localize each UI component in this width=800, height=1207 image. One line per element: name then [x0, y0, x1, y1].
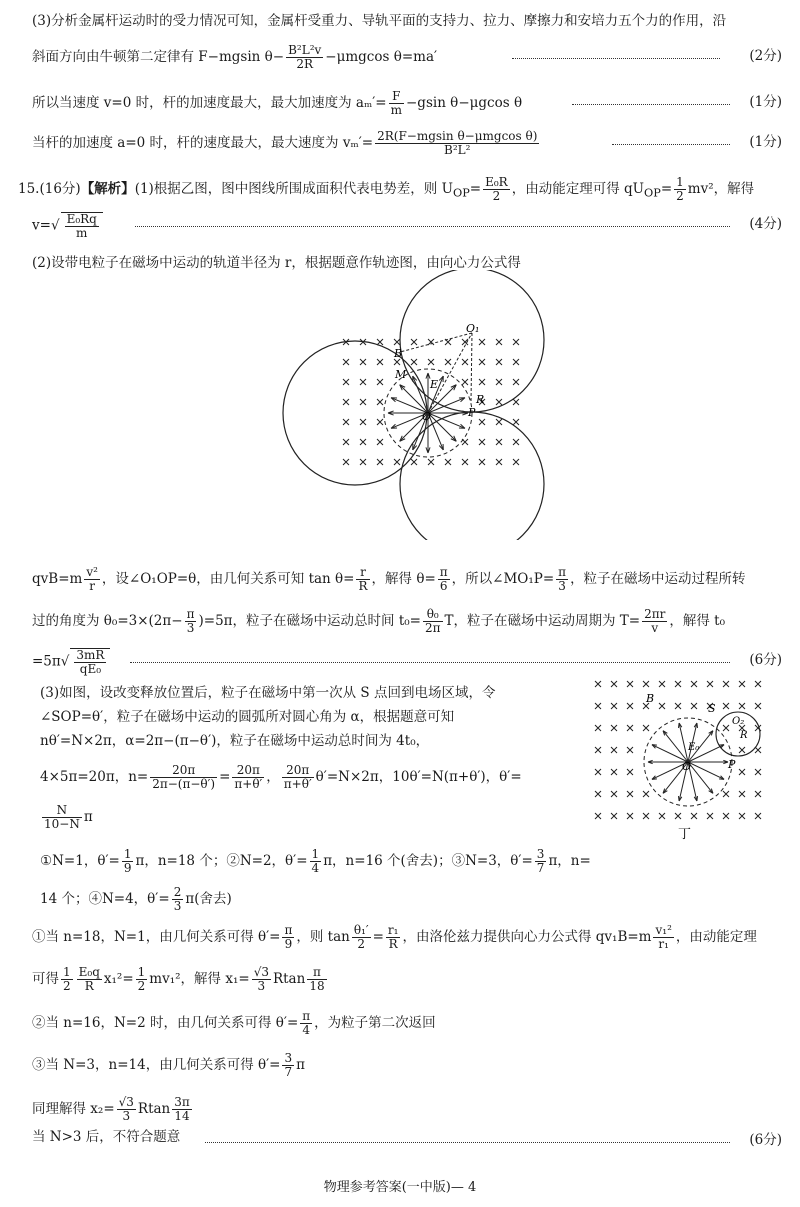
text-line: 4×5π=20π，n= $\frac{20\pi}{2\pi-(\pi-\theta')}$ = $\frac{20\pi}{\pi+\theta'}$ ， $\frac{20\pi}{\pi+\theta'}$ θ′=N×2π，10θ′=N(π+θ′)，θ′= — [40, 763, 522, 791]
label-B: B — [646, 692, 655, 705]
label-E0: E₀ — [688, 742, 700, 753]
text-line: ③当 N=3，n=14，由几何关系可得 θ′= $\frac{3}{7}$ π — [32, 1051, 305, 1079]
text-line: ②当 n=16，N=2 时，由几何关系可得 θ′= $\frac{\pi}{4}$ ，为粒子第二次返回 — [32, 1009, 436, 1037]
text-line: 斜面方向由牛顿第二定律有 F−mgsin θ− $\frac{\text{B²L²v}}{2R}$ −μmgcos θ=ma′ — [32, 43, 438, 71]
figure-caption: 丁 — [678, 827, 692, 842]
magnetic-field-crosses — [343, 339, 519, 465]
text-line: 过的角度为 θ₀=3×(2π− $\frac{\pi}{3}$ )=5π，粒子在磁场中运动总时间 t₀= $\frac{\text{θ₀}}{2\pi}$ T，粒子在磁场中运动周期为 T= $\frac{2\pi r}{v}$ ，解得 t₀ — [32, 607, 726, 635]
fraction: $\frac{F}{m}$ — [390, 89, 402, 117]
text-line: ①N=1，θ′= $\frac{1}{9}$ π，n=18 个；②N=2，θ′= $\frac{1}{4}$ π，n=16 个(舍去)；③N=3，θ′= $\frac{3}{7}$ π，n= — [40, 847, 591, 875]
text-line: ∠SOP=θ′，粒子在磁场中运动的圆弧所对圆心角为 α，根据题意可知 — [40, 709, 455, 725]
fraction: $\frac{\text{E₀R}}{2}$ — [485, 175, 508, 203]
fraction: $\frac{\text{E₀Rq}}{m}$ — [66, 212, 97, 240]
text-line: =5π√ $\frac{3mR}{\text{qE₀}}$ — [32, 648, 110, 676]
label-O1: O₁ — [466, 322, 480, 335]
dotted-leader — [130, 662, 730, 663]
label-O: O — [422, 410, 432, 423]
label-P: P — [728, 758, 736, 771]
label-P: P — [468, 406, 476, 419]
dotted-leader — [512, 58, 720, 59]
text-line: nθ′=N×2π，α=2π−(π−θ′)，粒子在磁场中运动总时间为 4t₀， — [40, 733, 430, 749]
text-line: ①当 n=18，N=1，由几何关系可得 θ′= $\frac{\pi}{9}$ ，则 tan $\frac{\text{θ₁′}}{2}$ = $\frac{\text{r₁}}{R}$ ，由洛伦兹力提供向心力公式得 qv₁B=m $\frac{\text{v₁²}}{\text{r₁}}$ ，由动能定理 — [32, 923, 757, 951]
label-O: O — [682, 760, 692, 773]
score-mark: (1分) — [749, 94, 782, 110]
dotted-leader — [205, 1142, 730, 1143]
text-line: qvB=m $\frac{\text{v²}}{r}$ ，设∠O₁OP=θ，由几何关系可知 tan θ= $\frac{r}{R}$ ，解得 θ= $\frac{\pi}{6}$ ，所以∠MO₁P= $\frac{\pi}{3}$ ，粒子在磁场中运动过程所转 — [32, 565, 746, 593]
orbit-circle-bottom — [400, 412, 544, 540]
score-mark: (4分) — [749, 216, 782, 232]
text-line: 当杆的加速度 a=0 时，杆的速度最大，最大速度为 vₘ′= 2R(F−mgsin θ−μmgcos θ) B²L² — [32, 129, 538, 157]
text-line: $\frac{N}{10-N}$ π — [44, 803, 93, 831]
score-mark: (6分) — [749, 1132, 782, 1148]
text-line: (3)如图，设改变释放位置后，粒子在磁场中第一次从 S 点回到电场区域，令 — [40, 685, 496, 701]
label-O2: O₂ — [732, 716, 745, 727]
dotted-leader — [572, 104, 730, 105]
text-line: 14 个；④N=4，θ′= $\frac{2}{3}$ π(舍去) — [40, 885, 232, 913]
dotted-leader — [135, 226, 730, 227]
text-line: (2)设带电粒子在磁场中运动的轨道半径为 r，根据题意作轨迹图，由向心力公式得 — [32, 255, 521, 271]
page-footer: 物理参考答案(一中版)— 4 — [323, 1180, 477, 1195]
label-R: R — [476, 393, 485, 406]
text-line: v=√ $\frac{\text{E₀Rq}}{m}$ — [32, 212, 103, 240]
label-M: M — [395, 368, 407, 381]
label-B: B — [394, 347, 403, 360]
text-line: 当 N>3 后，不符合题意 — [32, 1129, 181, 1145]
label-R: R — [740, 730, 748, 741]
fraction: $\frac{1}{2}$ — [676, 175, 684, 203]
score-mark: (2分) — [749, 48, 782, 64]
dotted-leader — [612, 144, 730, 145]
label-S: S — [708, 702, 716, 715]
score-mark: (1分) — [749, 134, 782, 150]
text-line: 可得 $\frac{1}{2}$ $\frac{\text{E₀q}}{R}$ x₁²= $\frac{1}{2}$ mv₁²，解得 x₁= $\frac{√3}{3}$ Rtan $\frac{\pi}{18}$ — [32, 965, 325, 993]
label-E: E — [430, 378, 439, 391]
fraction: 2R(F−mgsin θ−μmgcos θ) B²L² — [377, 129, 538, 157]
score-mark: (6分) — [749, 652, 782, 668]
text-line: (3)分析金属杆运动时的受力情况可知，金属杆受重力、导轨平面的支持力、拉力、摩擦力和安培力五个力的作用，沿 — [32, 13, 727, 29]
text-line: 15.(16分)【解析】(1)根据乙图，图中图线所围成面积代表电势差，则 $U_{OP}=$ $\frac{\text{E₀R}}{2}$ ，由动能定理可得 $qU_{OP}=$ $\frac{1}{2}$ mv²，解得 — [18, 175, 755, 203]
fraction: $\frac{\text{B²L²v}}{2R}$ — [288, 43, 322, 71]
trajectory-figure-1 — [280, 270, 550, 540]
trajectory-figure-2 — [588, 672, 780, 844]
text-line: 所以当速度 v=0 时，杆的加速度最大，最大加速度为 aₘ′= $\frac{F}{m}$ −gsin θ−μgcos θ — [32, 89, 523, 117]
text-line: 同理解得 x₂= $\frac{√3}{3}$ Rtan $\frac{3\pi}{14}$ — [32, 1095, 190, 1123]
